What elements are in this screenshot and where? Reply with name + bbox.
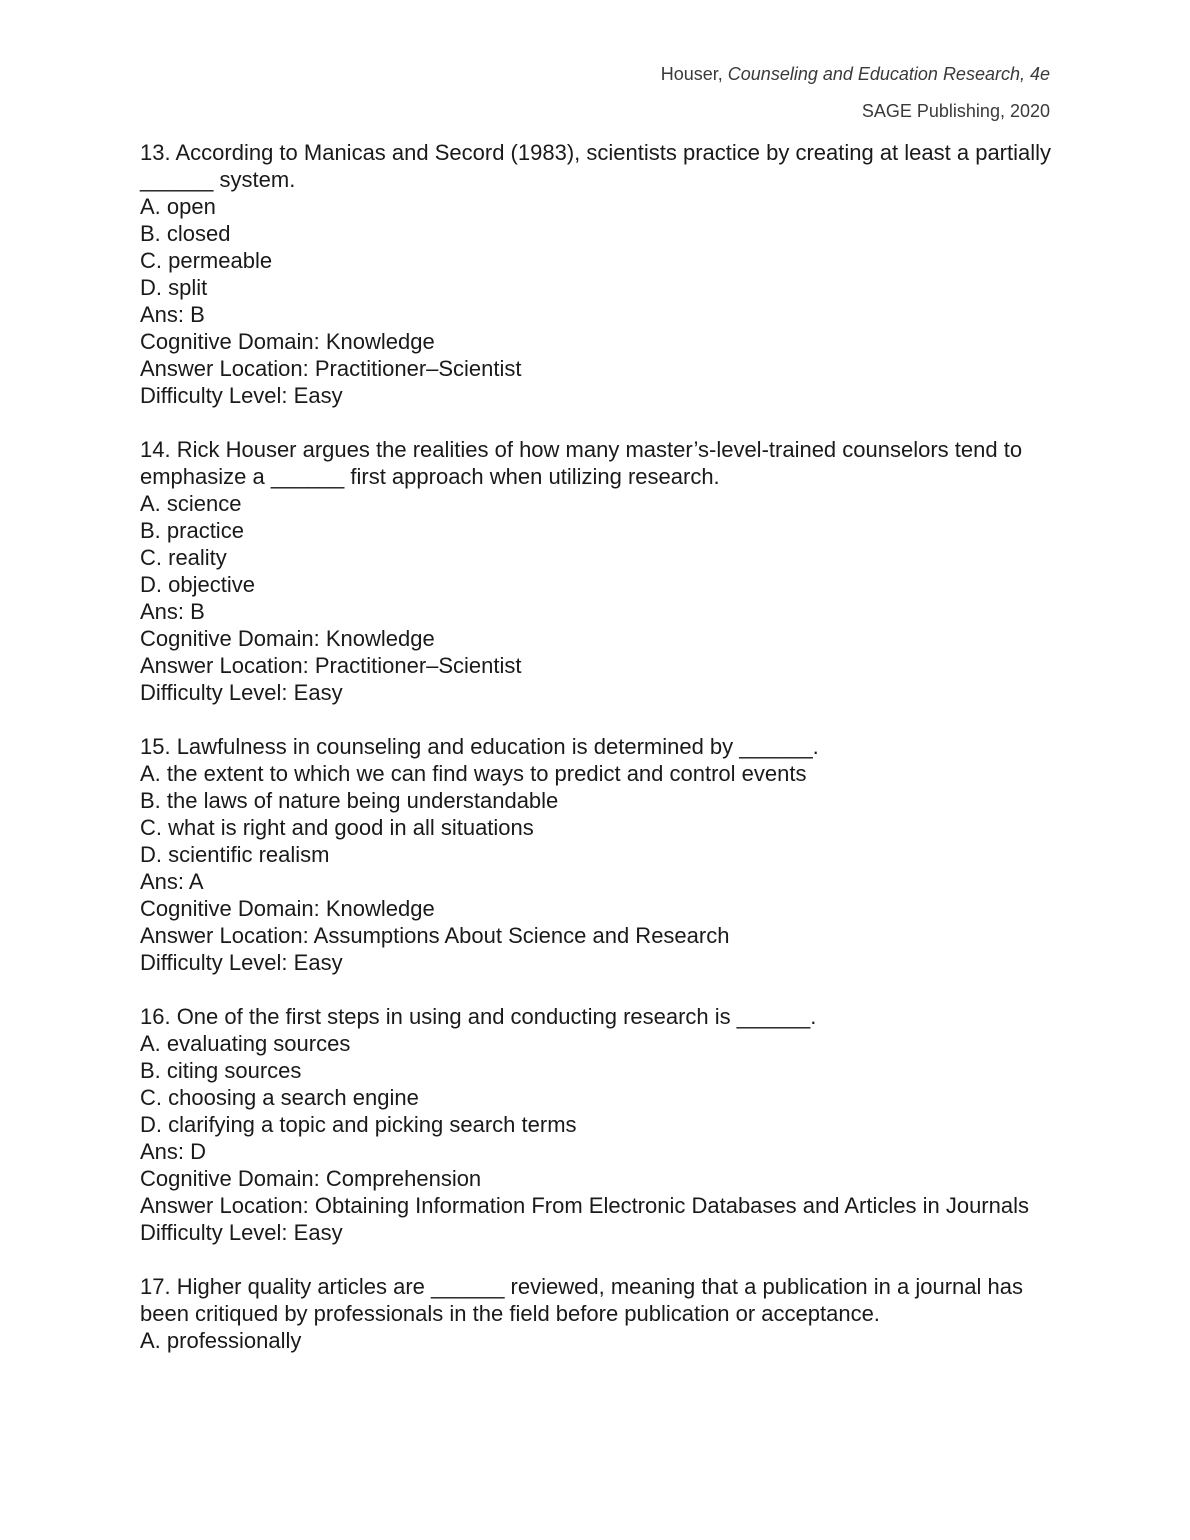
cognitive-domain: Cognitive Domain: Knowledge: [140, 329, 435, 354]
difficulty-level: Difficulty Level: Easy: [140, 383, 343, 408]
option-a: A. professionally: [140, 1328, 302, 1353]
difficulty-level: Difficulty Level: Easy: [140, 950, 343, 975]
option-b: B. citing sources: [140, 1058, 302, 1083]
cognitive-domain: Cognitive Domain: Comprehension: [140, 1166, 482, 1191]
question-stem: 15. Lawfulness in counseling and education is determined by ______.: [140, 734, 819, 759]
difficulty-level: Difficulty Level: Easy: [140, 1220, 343, 1245]
difficulty-level: Difficulty Level: Easy: [140, 680, 343, 705]
option-a: A. the extent to which we can find ways to predict and control events: [140, 761, 807, 786]
header-citation: [661, 56, 1050, 93]
option-c: C. choosing a search engine: [140, 1085, 419, 1110]
option-d: D. clarifying a topic and picking search terms: [140, 1112, 577, 1137]
question-17: [140, 1273, 1060, 1354]
question-list: [140, 139, 1060, 1381]
answer-location: Answer Location: Assumptions About Science and Research: [140, 923, 730, 948]
answer-key: Ans: D: [140, 1139, 207, 1164]
question-stem: 13. According to Manicas and Secord (1983), scientists practice by creating at least a partially ______ system.: [140, 140, 1058, 192]
option-a: A. open: [140, 194, 216, 219]
cognitive-domain: Cognitive Domain: Knowledge: [140, 896, 435, 921]
option-a: A. evaluating sources: [140, 1031, 351, 1056]
question-stem: 14. Rick Houser argues the realities of how many master’s-level-trained counselors tend to emphasize a ______ first approach when utilizing research.: [140, 437, 1029, 489]
option-b: B. practice: [140, 518, 244, 543]
option-d: D. scientific realism: [140, 842, 330, 867]
answer-key: Ans: B: [140, 302, 205, 327]
option-c: C. permeable: [140, 248, 273, 273]
answer-key: Ans: A: [140, 869, 204, 894]
option-b: B. the laws of nature being understandable: [140, 788, 559, 813]
question-stem: 16. One of the first steps in using and conducting research is ______.: [140, 1004, 817, 1029]
option-b: B. closed: [140, 221, 231, 246]
option-d: D. objective: [140, 572, 255, 597]
question-stem: 17. Higher quality articles are ______ reviewed, meaning that a publication in a journal has been critiqued by professionals in the field before publication or acceptance.: [140, 1274, 1030, 1326]
option-d: D. split: [140, 275, 208, 300]
header-book-title: Counseling and Education Research, 4e: [727, 64, 1050, 84]
option-c: C. what is right and good in all situations: [140, 815, 534, 840]
question-13: [140, 139, 1060, 409]
page-header: [661, 56, 1050, 130]
header-author: Houser,: [660, 64, 728, 84]
answer-location: Answer Location: Practitioner–Scientist: [140, 653, 522, 678]
question-15: [140, 733, 1060, 976]
question-14: [140, 436, 1060, 706]
answer-location: Answer Location: Obtaining Information From Electronic Databases and Articles in Journals: [140, 1193, 1029, 1218]
question-16: [140, 1003, 1060, 1246]
answer-location: Answer Location: Practitioner–Scientist: [140, 356, 522, 381]
answer-key: Ans: B: [140, 599, 205, 624]
option-c: C. reality: [140, 545, 227, 570]
option-a: A. science: [140, 491, 242, 516]
cognitive-domain: Cognitive Domain: Knowledge: [140, 626, 435, 651]
header-publisher: SAGE Publishing, 2020: [861, 101, 1050, 121]
